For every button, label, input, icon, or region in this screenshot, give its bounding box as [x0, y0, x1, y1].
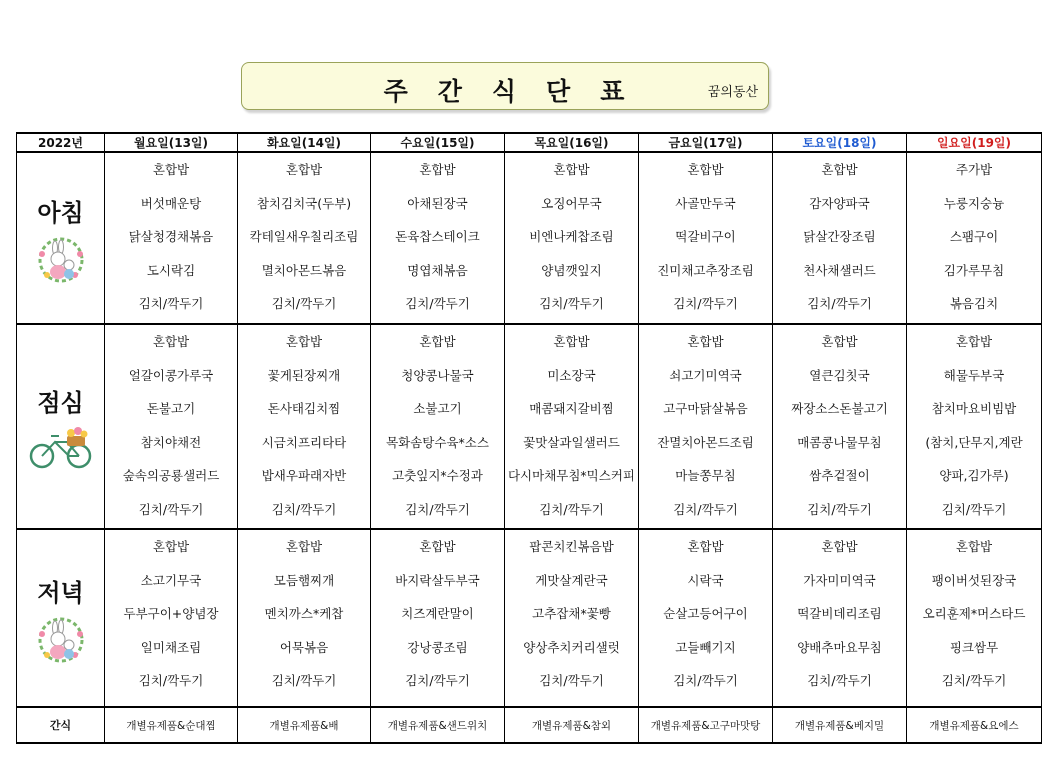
- lunch-sun: [907, 324, 1042, 529]
- menu-item: 밥새우파래자반: [261, 468, 347, 483]
- day-header-sun: 일요일(19일): [907, 133, 1042, 152]
- daycare-name: 꿈의동산: [707, 85, 758, 100]
- menu-item: 얼갈이콩가루국: [128, 367, 214, 383]
- menu-item: 스팸구이: [949, 229, 999, 244]
- menu-item: 시금치프리타타: [261, 434, 347, 450]
- menu-item: 김치/깍두기: [539, 296, 604, 311]
- dinner-mon: [105, 529, 238, 707]
- menu-item: 다시마채무침*믹스커피: [507, 468, 635, 483]
- breakfast-row: [17, 152, 1042, 324]
- day-header-sat: 토요일(18일): [773, 133, 907, 152]
- dinner-fri: [639, 529, 773, 707]
- menu-item: 누룽지숭늉: [943, 195, 1005, 211]
- breakfast-mon: [105, 152, 238, 324]
- menu-item: 김치/깍두기: [539, 673, 604, 688]
- lunch-tue: [238, 324, 371, 529]
- menu-item: 양배추마요무침: [797, 639, 882, 655]
- dinner-wed: [371, 529, 505, 707]
- menu-item: 잔멸치아몬드조림: [657, 434, 754, 450]
- menu-item: 참치김치국(두부): [256, 195, 352, 211]
- menu-item: 천사채샐러드: [803, 262, 876, 278]
- menu-item: 소고기무국: [140, 572, 202, 588]
- menu-item: 해물두부국: [943, 367, 1005, 383]
- menu-item: 떡갈비구이: [675, 229, 736, 244]
- menu-item: 순살고등어구이: [663, 606, 748, 621]
- menu-item: 핑크쌈무: [949, 639, 999, 655]
- bunny-wreath-icon: [33, 614, 89, 664]
- menu-item: 혼합밥: [955, 334, 993, 349]
- snack-thu: 개별유제품&참외: [505, 707, 639, 743]
- menu-item: 모듬햄찌개: [273, 572, 335, 588]
- menu-item: 혼합밥: [285, 162, 323, 177]
- menu-item: 마늘쫑무침: [675, 468, 736, 483]
- menu-item: 오리훈제*머스타드: [922, 606, 1026, 621]
- year-header: 2022년: [17, 133, 105, 152]
- menu-item: 꽃맛살과일샐러드: [523, 434, 620, 450]
- menu-item: 목화솜탕수육*소스: [386, 434, 489, 450]
- menu-item: 볶음김치: [949, 296, 999, 311]
- menu-item: 김치/깍두기: [405, 501, 470, 517]
- menu-item: 고구마닭살볶음: [663, 401, 748, 416]
- dinner-row: [17, 529, 1042, 707]
- menu-item: 김치/깍두기: [807, 501, 872, 517]
- menu-item: 멘치까스*케찹: [264, 606, 344, 621]
- day-header-mon: 월요일(13일): [105, 133, 238, 152]
- snack-fri: 개별유제품&고구마맛탕: [639, 707, 773, 743]
- lunch-label: 점심: [37, 389, 84, 417]
- dinner-label-cell: [17, 529, 105, 707]
- snack-wed: 개별유제품&샌드위치: [371, 707, 505, 743]
- menu-item: 소불고기: [413, 401, 462, 416]
- menu-item: 바지락살두부국: [395, 572, 480, 588]
- menu-item: 김치/깍두기: [673, 501, 738, 517]
- menu-item: 김치/깍두기: [941, 673, 1007, 688]
- menu-item: 팽이버섯된장국: [931, 572, 1017, 588]
- menu-item: 꽃게된장찌개: [267, 367, 341, 383]
- menu-item: 쇠고기미역국: [669, 367, 742, 383]
- dinner-sun: [907, 529, 1042, 707]
- menu-item: 김치/깍두기: [673, 673, 738, 688]
- menu-item: 고춧잎지*수정과: [392, 468, 483, 483]
- breakfast-tue: [238, 152, 371, 324]
- day-header-thu: 목요일(16일): [505, 133, 639, 152]
- menu-item: 게맛살계란국: [535, 572, 608, 588]
- menu-item: 진미채고추장조림: [657, 262, 754, 278]
- breakfast-label: 아침: [37, 198, 84, 227]
- menu-item: 감자양파국: [809, 195, 870, 211]
- menu-item: 고추잡채*꽃빵: [532, 606, 611, 621]
- menu-item: 혼합밥: [687, 162, 724, 177]
- menu-item: 주가밥: [955, 162, 993, 177]
- menu-item: 김치/깍두기: [807, 673, 872, 688]
- lunch-wed: [371, 324, 505, 529]
- menu-item: 김치/깍두기: [405, 673, 470, 688]
- menu-item: 혼합밥: [821, 539, 858, 554]
- menu-item: 혼합밥: [553, 162, 590, 177]
- menu-item: 시락국: [687, 572, 724, 588]
- menu-item: 닭살청경채볶음: [128, 229, 214, 244]
- menu-item: 떡갈비데리조림: [797, 606, 882, 621]
- title-banner: [241, 62, 769, 110]
- menu-item: 양상추치커리샐럿: [523, 639, 620, 655]
- menu-item: 버섯매운탕: [140, 195, 202, 211]
- menu-item: 매콤돼지갈비찜: [529, 401, 614, 416]
- menu-item: 고들빼기지: [675, 639, 736, 655]
- lunch-thu: [505, 324, 639, 529]
- menu-item: 칵테일새우칠리조림: [249, 229, 359, 244]
- menu-item: 돈육찹스테이크: [395, 229, 480, 244]
- menu-item: 혼합밥: [152, 162, 190, 177]
- menu-item: 돈불고기: [146, 401, 196, 416]
- snack-row: [17, 707, 1042, 743]
- menu-item: 혼합밥: [419, 334, 456, 349]
- menu-item: 혼합밥: [152, 539, 190, 554]
- breakfast-label-cell: [17, 152, 105, 324]
- menu-item: 김치/깍두기: [138, 296, 204, 311]
- snack-mon: 개별유제품&순대찜: [105, 707, 238, 743]
- header-row: [17, 133, 1042, 152]
- menu-item: 김치/깍두기: [539, 501, 604, 517]
- menu-item: 참치마요비빔밥: [931, 401, 1017, 416]
- menu-item: 비엔나케찹조림: [529, 229, 614, 244]
- menu-item: 팝콘치킨볶음밥: [529, 539, 614, 554]
- dinner-label: 저녁: [37, 578, 84, 607]
- menu-item: 혼합밥: [821, 162, 858, 177]
- menu-item: 혼합밥: [419, 162, 456, 177]
- snack-sun: 개별유제품&요에스: [907, 707, 1042, 743]
- menu-item: 짜장소스돈불고기: [791, 401, 888, 416]
- dinner-sat: [773, 529, 907, 707]
- menu-item: 김치/깍두기: [405, 296, 470, 311]
- breakfast-thu: [505, 152, 639, 324]
- menu-item: 김치/깍두기: [271, 501, 337, 517]
- day-header-tue: 화요일(14일): [238, 133, 371, 152]
- day-header-fri: 금요일(17일): [639, 133, 773, 152]
- menu-item: 숲속의공룡샐러드: [122, 468, 220, 483]
- page-title: 주간식단표: [383, 77, 655, 106]
- snack-label: 간식: [17, 707, 105, 743]
- menu-item: 열큰김칫국: [809, 367, 870, 383]
- menu-item: 혼합밥: [285, 334, 323, 349]
- dinner-thu: [505, 529, 639, 707]
- menu-item: 강낭콩조림: [407, 639, 468, 655]
- breakfast-sat: [773, 152, 907, 324]
- menu-item: 김치/깍두기: [271, 296, 337, 311]
- menu-item: 일미채조림: [140, 639, 202, 655]
- lunch-fri: [639, 324, 773, 529]
- menu-item: 혼합밥: [553, 334, 590, 349]
- menu-item: 쌈추겉절이: [809, 468, 870, 483]
- lunch-label-cell: [17, 324, 105, 529]
- dinner-tue: [238, 529, 371, 707]
- menu-item: 혼합밥: [687, 334, 724, 349]
- menu-item: 혼합밥: [285, 539, 323, 554]
- lunch-mon: [105, 324, 238, 529]
- menu-item: 혼합밥: [687, 539, 724, 554]
- menu-item: 오징어무국: [541, 195, 602, 211]
- menu-item: 양파,김가루): [939, 468, 1009, 483]
- day-header-wed: 수요일(15일): [371, 133, 505, 152]
- menu-item: (참치,단무지,계란: [925, 434, 1023, 450]
- lunch-sat: [773, 324, 907, 529]
- menu-item: 치즈계란말이: [401, 606, 474, 621]
- menu-item: 혼합밥: [955, 539, 993, 554]
- menu-item: 김치/깍두기: [807, 296, 872, 311]
- menu-item: 혼합밥: [419, 539, 456, 554]
- breakfast-sun: [907, 152, 1042, 324]
- snack-sat: 개별유제품&베지밀: [773, 707, 907, 743]
- bicycle-flower-icon: [29, 424, 93, 470]
- weekly-menu-table: [16, 132, 1042, 744]
- breakfast-wed: [371, 152, 505, 324]
- menu-item: 두부구이+양념장: [123, 606, 219, 621]
- menu-item: 김치/깍두기: [138, 501, 204, 517]
- menu-item: 사골만두국: [675, 195, 736, 211]
- menu-item: 혼합밥: [152, 334, 190, 349]
- menu-item: 멸치아몬드볶음: [261, 262, 347, 278]
- menu-item: 혼합밥: [821, 334, 858, 349]
- menu-item: 김치/깍두기: [673, 296, 738, 311]
- lunch-row: [17, 324, 1042, 529]
- menu-item: 미소장국: [547, 367, 596, 383]
- menu-item: 명엽채볶음: [407, 262, 468, 278]
- menu-item: 청양콩나물국: [401, 367, 474, 383]
- menu-item: 가자미미역국: [803, 572, 876, 588]
- breakfast-fri: [639, 152, 773, 324]
- menu-item: 참치야채전: [140, 434, 202, 450]
- menu-item: 어묵볶음: [279, 639, 329, 655]
- menu-item: 매콤콩나물무침: [797, 434, 882, 450]
- menu-item: 양념깻잎지: [541, 262, 602, 278]
- menu-item: 도시락김: [146, 262, 196, 278]
- menu-item: 돈사태김치찜: [267, 401, 341, 416]
- menu-item: 닭살간장조림: [803, 229, 876, 244]
- menu-item: 김치/깍두기: [941, 501, 1007, 517]
- menu-item: 김치/깍두기: [138, 673, 204, 688]
- menu-item: 아채된장국: [407, 195, 468, 211]
- bunny-wreath-icon: [33, 234, 89, 284]
- snack-tue: 개별유제품&배: [238, 707, 371, 743]
- menu-item: 김가루무침: [943, 262, 1005, 278]
- menu-item: 김치/깍두기: [271, 673, 337, 688]
